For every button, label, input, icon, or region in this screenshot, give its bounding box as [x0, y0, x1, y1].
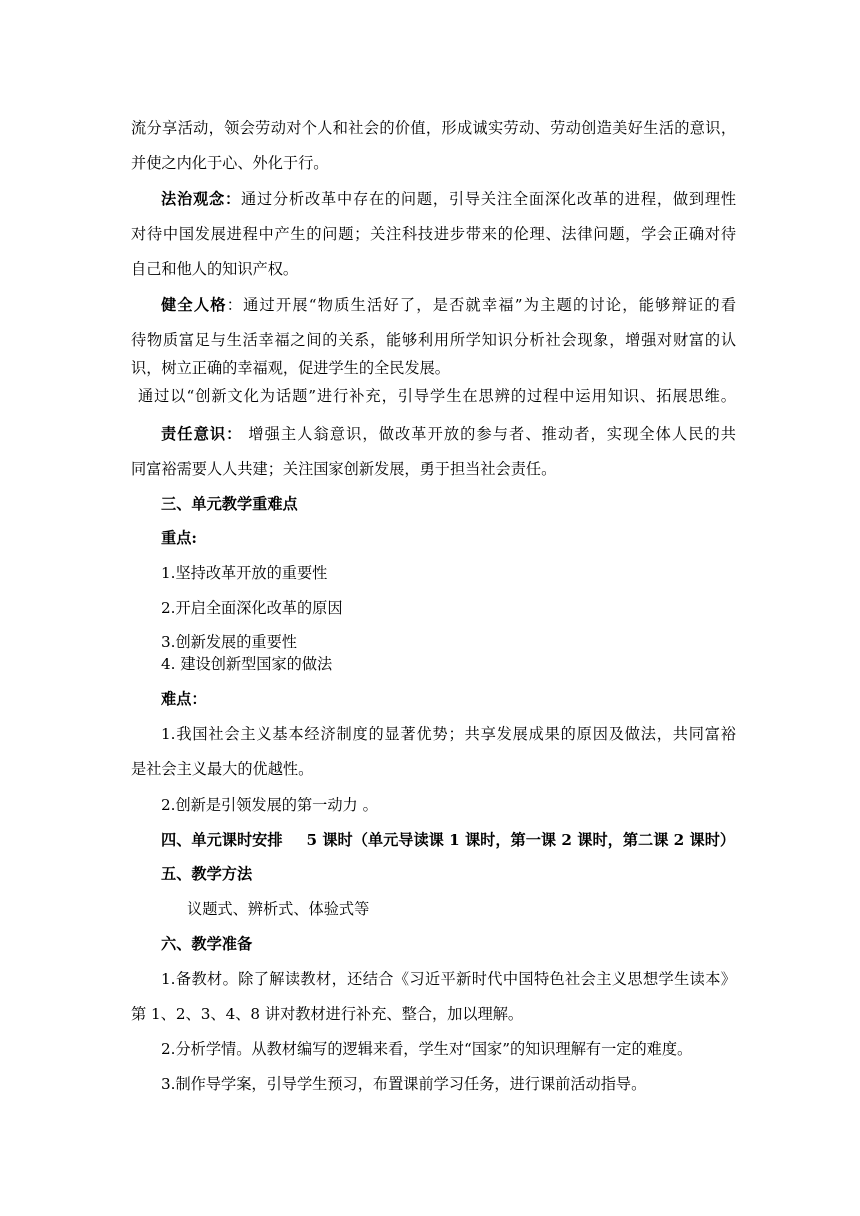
section-heading-text: 四、单元课时安排: [161, 831, 283, 849]
list-item: 2.开启全面深化改革的原因: [161, 599, 343, 617]
list-item: 3.创新发展的重要性: [161, 633, 297, 651]
section-label: 责任意识：: [161, 425, 243, 443]
paragraph-line: [161, 423, 736, 445]
paragraph-line: 待物质富足与生活幸福之间的关系，能够利用所学知识分析社会现象，增强对财富的认: [131, 331, 736, 349]
paragraph-line: [161, 188, 736, 210]
paragraph-text: ：通过开展“物质生活好了，是否就幸福”为主题的讨论，能够辩证的看: [226, 296, 737, 314]
paragraph-line: 2.分析学情。从教材编写的逻辑来看，学生对“国家”的知识理解有一定的难度。: [161, 1040, 693, 1058]
paragraph-line: 通过以“创新文化为话题”进行补充，引导学生在思辨的过程中运用知识、拓展思维。: [138, 387, 736, 405]
subsection-label: 难点：: [161, 690, 207, 708]
paragraph-line: 流分享活动，领会劳动对个人和社会的价值，形成诚实劳动、劳动创造美好生活的意识，: [131, 119, 736, 137]
paragraph-line: 识，树立正确的幸福观，促进学生的全民发展。: [131, 359, 450, 377]
paragraph-line: 1.我国社会主义基本经济制度的显著优势；共享发展成果的原因及做法，共同富裕: [161, 725, 736, 743]
paragraph-line: 1.备教材。除了解读教材，还结合《习近平新时代中国特色社会主义思想学生读本》: [161, 970, 736, 988]
paragraph-line: 议题式、辨析式、体验式等: [187, 900, 370, 918]
list-item: 1.坚持改革开放的重要性: [161, 564, 328, 582]
paragraph-line: 对待中国发展进程中产生的问题；关注科技进步带来的伦理、法律问题，学会正确对待: [131, 225, 736, 243]
list-item: 2.创新是引领发展的第一动力 。: [161, 796, 378, 814]
paragraph-line: 自己和他人的知识产权。: [131, 260, 299, 278]
section-heading-detail: 5 课时（单元导读课 1 课时，第一课 2 课时，第二课 2 课时）: [306, 831, 736, 849]
section-label: 健全人格: [161, 296, 227, 314]
paragraph-text: 通过分析改革中存在的问题，引导关注全面深化改革的进程，做到理性: [240, 190, 737, 208]
section-heading: 五、教学方法: [161, 865, 253, 883]
paragraph-text: 增强主人翁意识，做改革开放的参与者、推动者，实现全体人民的共: [242, 425, 736, 443]
paragraph-line: 3.制作导学案，引导学生预习，布置课前学习任务，进行课前活动指导。: [161, 1075, 647, 1093]
paragraph-line: 是社会主义最大的优越性。: [131, 760, 314, 778]
section-heading: 三、单元教学重难点: [161, 495, 298, 513]
paragraph-line: 同富裕需要人人共建；关注国家创新发展，勇于担当社会责任。: [131, 460, 557, 478]
paragraph-line: 第 1、2、3、4、8 讲对教材进行补充、整合，加以理解。: [131, 1005, 524, 1023]
section-heading: [161, 829, 736, 851]
list-item: 4. 建设创新型国家的做法: [161, 655, 333, 673]
paragraph-line: [161, 294, 736, 316]
section-heading: 六、教学准备: [161, 935, 253, 953]
section-label: 法治观念：: [161, 190, 241, 208]
paragraph-line: 并使之内化于心、外化于行。: [131, 154, 329, 172]
subsection-label: 重点:: [161, 529, 197, 547]
